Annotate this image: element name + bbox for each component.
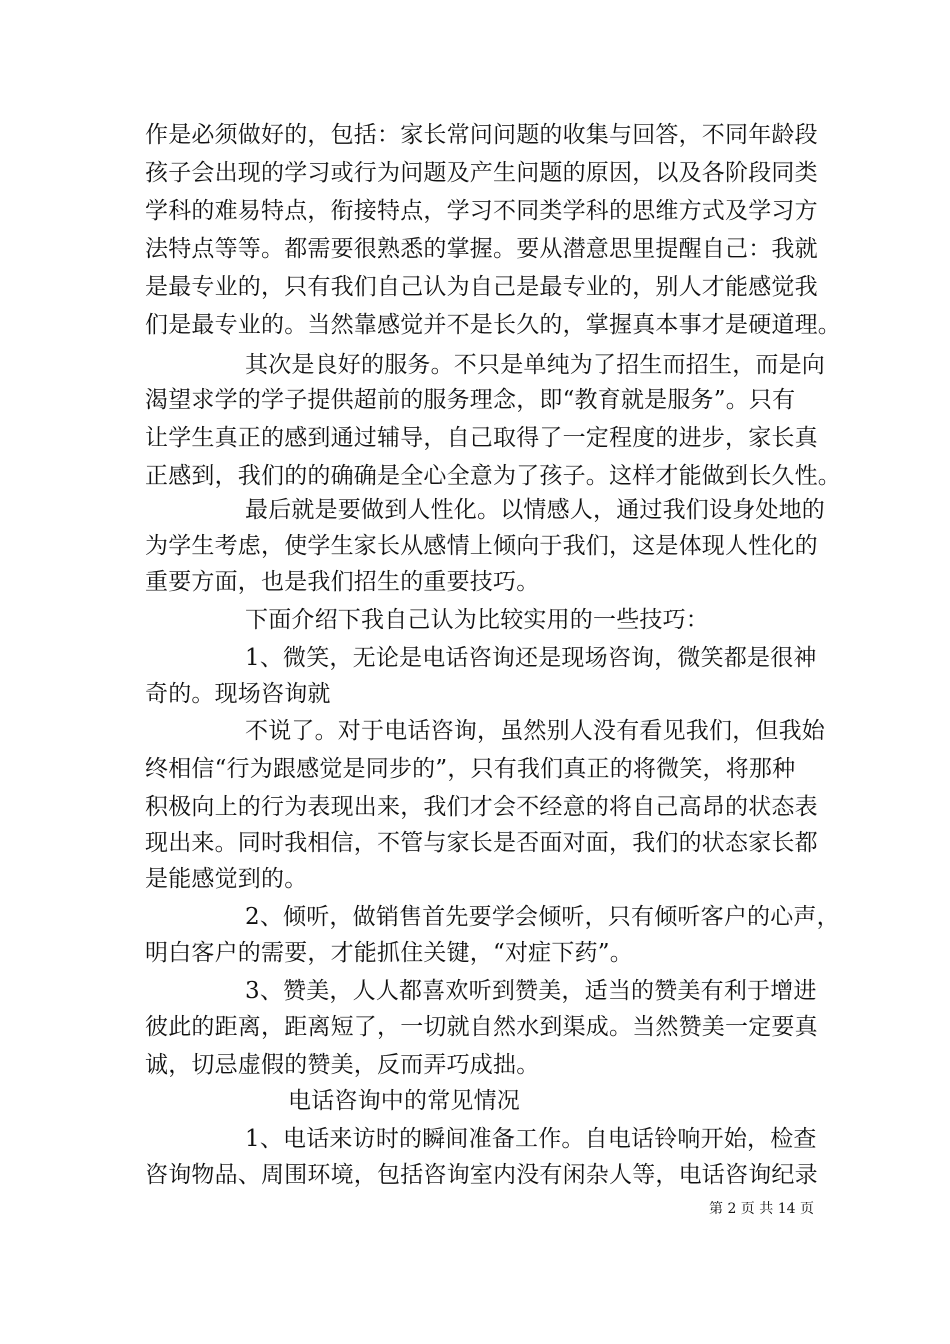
- text-line: 明白客户的需要，才能抓住关键，“对症下药”。: [145, 940, 633, 966]
- text-line: 是最专业的，只有我们自己认为自己是最专业的，别人才能感觉我: [145, 274, 818, 300]
- text-line: 终相信“行为跟感觉是同步的”，只有我们真正的将微笑，将那种: [145, 756, 796, 782]
- text-line: 3、赞美，人人都喜欢听到赞美，适当的赞美有利于增进: [245, 978, 817, 1004]
- text-line: 让学生真正的感到通过辅导，自己取得了一定程度的进步，家长真: [145, 425, 818, 451]
- text-line: 1、微笑，无论是电话咨询还是现场咨询，微笑都是很神: [245, 645, 817, 671]
- text-line: 法特点等等。都需要很熟悉的掌握。要从潜意思里提醒自己：我就: [145, 236, 818, 262]
- text-line: 为学生考虑，使学生家长从感情上倾向于我们，这是体现人性化的: [145, 533, 818, 559]
- text-line: 积极向上的行为表现出来，我们才会不经意的将自己高昂的状态表: [145, 794, 818, 820]
- text-line: 是能感觉到的。: [145, 866, 308, 892]
- text-line: 奇的。现场咨询就: [145, 681, 331, 707]
- text-line: 其次是良好的服务。不只是单纯为了招生而招生，而是向: [245, 352, 825, 378]
- text-line: 最后就是要做到人性化。以情感人，通过我们设身处地的: [245, 497, 825, 523]
- text-line: 孩子会出现的学习或行为问题及产生问题的原因，以及各阶段同类: [145, 160, 818, 186]
- text-line: 们是最专业的。当然靠感觉并不是长久的，掌握真本事才是硬道理。: [145, 312, 841, 338]
- text-line: 现出来。同时我相信，不管与家长是否面对面，我们的状态家长都: [145, 830, 818, 856]
- text-line: 正感到，我们的的确确是全心全意为了孩子。这样才能做到长久性。: [145, 463, 841, 489]
- text-line: 咨询物品、周围环境，包括咨询室内没有闲杂人等，电话咨询纪录: [145, 1162, 818, 1188]
- section-heading: 电话咨询中的常见情况: [288, 1088, 520, 1114]
- text-line: 作是必须做好的，包括：家长常问问题的收集与回答，不同年龄段: [145, 122, 818, 148]
- text-line: 重要方面，也是我们招生的重要技巧。: [145, 569, 540, 595]
- page-number-footer: 第 2 页 共 14 页: [709, 1201, 814, 1217]
- text-line: 彼此的距离，距离短了，一切就自然水到渠成。当然赞美一定要真: [145, 1014, 818, 1040]
- text-line: 2、倾听，做销售首先要学会倾听，只有倾听客户的心声，: [245, 904, 840, 930]
- text-line: 不说了。对于电话咨询，虽然别人没有看见我们，但我始: [245, 718, 825, 744]
- text-line: 学科的难易特点，衔接特点，学习不同类学科的思维方式及学习方: [145, 198, 818, 224]
- text-line: 下面介绍下我自己认为比较实用的一些技巧：: [245, 607, 709, 633]
- text-line: 诚，切忌虚假的赞美，反而弄巧成拙。: [145, 1052, 540, 1078]
- text-line: 渴望求学的学子提供超前的服务理念，即“教育就是服务”。只有: [145, 387, 796, 413]
- text-line: 1、电话来访时的瞬间准备工作。自电话铃响开始，检查: [245, 1126, 817, 1152]
